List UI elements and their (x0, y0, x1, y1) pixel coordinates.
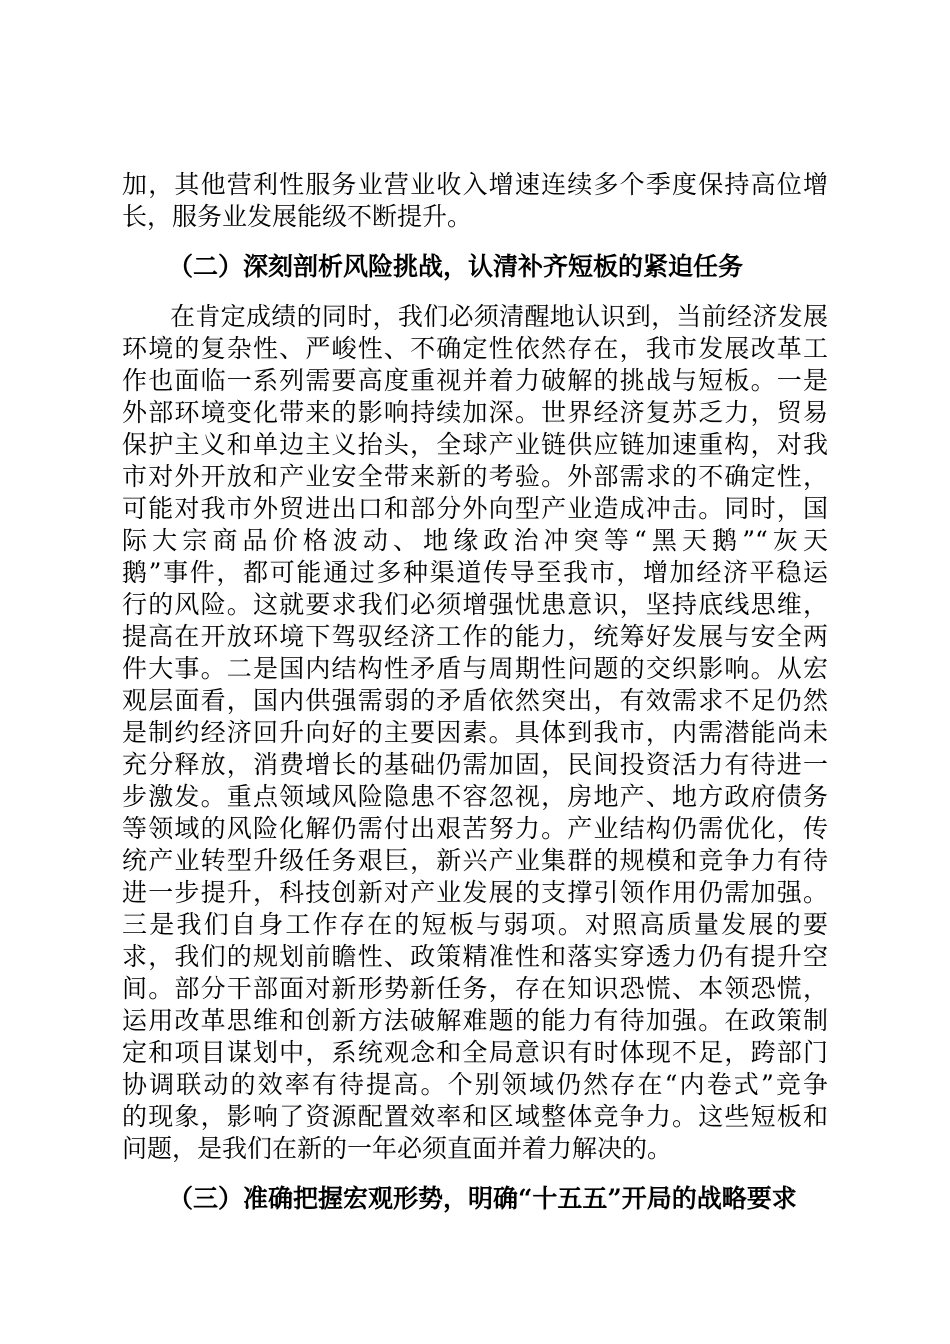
section-heading-3: （三）准确把握宏观形势，明确“十五五”开局的战略要求 (168, 1184, 797, 1213)
paragraph-line: 鹅”事件，都可能通过多种渠道传导至我市，增加经济平稳运 (122, 558, 828, 587)
paragraph-line: 保护主义和单边主义抬头，全球产业链供应链加速重构，对我 (122, 430, 828, 459)
paragraph-line: 协调联动的效率有待提高。个别领域仍然存在“内卷式”竞争 (122, 1070, 828, 1099)
paragraph-line: 外部环境变化带来的影响持续加深。世界经济复苏乏力，贸易 (122, 398, 828, 427)
paragraph-line: 运用改革思维和创新方法破解难题的能力有待加强。在政策制 (122, 1006, 828, 1035)
paragraph-line: 定和项目谋划中，系统观念和全局意识有时体现不足，跨部门 (122, 1038, 828, 1067)
paragraph-line: 是制约经济回升向好的主要因素。具体到我市，内需潜能尚未 (122, 718, 828, 747)
paragraph-line: 市对外开放和产业安全带来新的考验。外部需求的不确定性， (122, 462, 828, 491)
paragraph-line: 步激发。重点领域风险隐患不容忽视，房地产、地方政府债务 (122, 782, 828, 811)
paragraph-line: 求，我们的规划前瞻性、政策精准性和落实穿透力仍有提升空 (122, 942, 828, 971)
paragraph-continued-line: 加，其他营利性服务业营业收入增速连续多个季度保持高位增 (122, 170, 828, 199)
paragraph-line: 可能对我市外贸进出口和部分外向型产业造成冲击。同时，国 (122, 494, 828, 523)
paragraph-line: 提高在开放环境下驾驭经济工作的能力，统筹好发展与安全两 (122, 622, 828, 651)
paragraph-line: 等领域的风险化解仍需付出艰苦努力。产业结构仍需优化，传 (122, 814, 828, 843)
paragraph-line: 进一步提升，科技创新对产业发展的支撑引领作用仍需加强。 (122, 878, 828, 907)
section-heading-2: （二）深刻剖析风险挑战，认清补齐短板的紧迫任务 (168, 252, 744, 281)
paragraph-line: 三是我们自身工作存在的短板与弱项。对照高质量发展的要 (122, 910, 828, 939)
paragraph-line: 充分释放，消费增长的基础仍需加固，民间投资活力有待进一 (122, 750, 828, 779)
paragraph-line: 际大宗商品价格波动、地缘政治冲突等“黑天鹅”“灰天 (122, 526, 828, 555)
paragraph-line: 件大事。二是国内结构性矛盾与周期性问题的交织影响。从宏 (122, 654, 828, 683)
paragraph-line: 的现象，影响了资源配置效率和区域整体竞争力。这些短板和 (122, 1102, 828, 1131)
paragraph-line: 问题，是我们在新的一年必须直面并着力解决的。 (122, 1134, 673, 1163)
paragraph-continued-line: 长，服务业发展能级不断提升。 (122, 202, 473, 231)
paragraph-line: 环境的复杂性、严峻性、不确定性依然存在，我市发展改革工 (122, 334, 828, 363)
paragraph-line: 统产业转型升级任务艰巨，新兴产业集群的规模和竞争力有待 (122, 846, 828, 875)
paragraph-line: 间。部分干部面对新形势新任务，存在知识恐慌、本领恐慌， (122, 974, 828, 1003)
paragraph-line: 作也面临一系列需要高度重视并着力破解的挑战与短板。一是 (122, 366, 828, 395)
paragraph-line: 在肯定成绩的同时，我们必须清醒地认识到，当前经济发展 (170, 302, 828, 331)
paragraph-line: 行的风险。这就要求我们必须增强忧患意识，坚持底线思维， (122, 590, 828, 619)
paragraph-line: 观层面看，国内供强需弱的矛盾依然突出，有效需求不足仍然 (122, 686, 828, 715)
